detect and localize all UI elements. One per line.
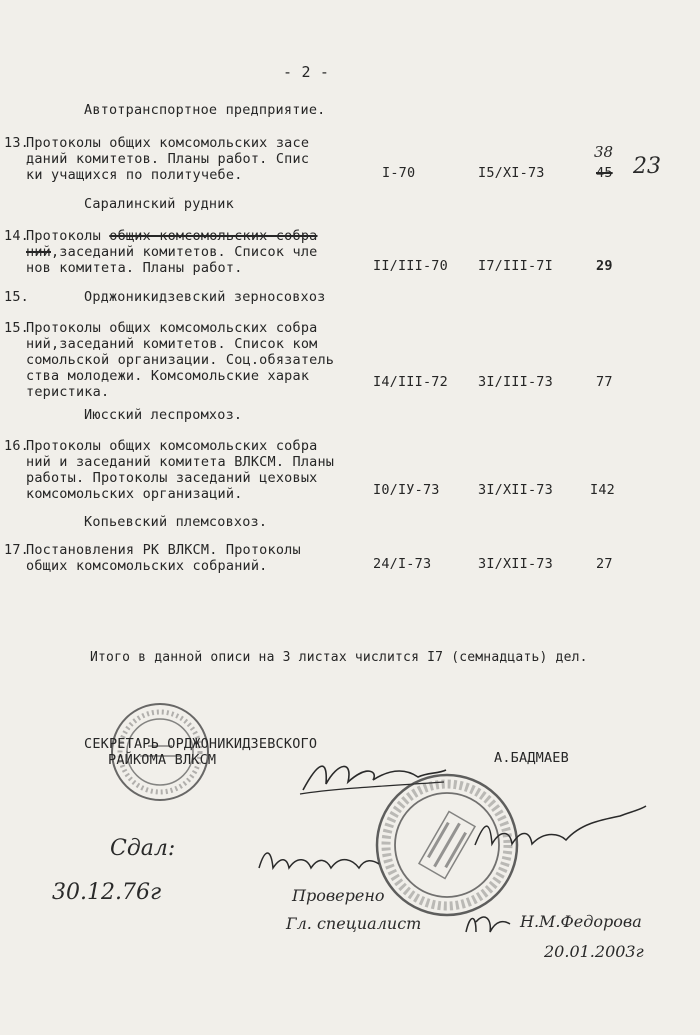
handwritten-date-2: 20.01.2003г — [544, 942, 644, 961]
sheet-count: 77 — [596, 374, 613, 390]
item-text: общих комсомольских собраний. — [26, 558, 268, 574]
sheet-count: I42 — [590, 482, 615, 498]
item-text: работы. Протоколы заседаний цеховых — [26, 470, 318, 486]
section-heading: Июсский леспромхоз. — [84, 407, 243, 423]
item-number: 13. — [4, 135, 29, 151]
item-text-part: Протоколы — [26, 228, 110, 244]
handwritten-signature-lashkova — [255, 838, 385, 878]
item-text: Протоколы общих комсомольских собра — [26, 320, 318, 336]
item-text: даний комитетов. Планы работ. Спис — [26, 151, 310, 167]
item-text: сомольской организации. Соц.обязатель — [26, 352, 335, 368]
section-heading: Саралинский рудник — [84, 196, 234, 212]
end-date: 3I/XII-73 — [478, 556, 553, 572]
item-text: ний,заседаний комитетов. Список ком — [26, 336, 318, 352]
section-heading: Копьевский племсовхоз. — [84, 514, 268, 530]
item-text: Постановления РК ВЛКСМ. Протоколы — [26, 542, 301, 558]
total-line: Итого в данной описи на 3 листах числится I7 (семнадцать) дел. — [90, 650, 588, 665]
item-number: 17. — [4, 542, 29, 558]
handwritten-initials — [462, 908, 514, 938]
sheet-count-correction: 38 — [594, 143, 614, 161]
signature-scribble-right — [470, 800, 650, 860]
end-date: 3I/XII-73 — [478, 482, 553, 498]
section-heading: Автотранспортное предприятие. — [84, 102, 326, 118]
signature-title: РАЙКОМА ВЛКСМ — [108, 752, 217, 768]
signature-title: СЕКРЕТАРЬ ОРДЖОНИКИДЗЕВСКОГО — [84, 736, 318, 752]
handwritten-role: Гл. специалист — [286, 914, 422, 933]
item-number: 16. — [4, 438, 29, 454]
end-date: I5/XI-73 — [478, 165, 545, 181]
item-text: ки учащихся по политучебе. — [26, 167, 243, 183]
start-date: 24/I-73 — [373, 556, 432, 572]
start-date: I4/III-72 — [373, 374, 448, 390]
sheet-count: 27 — [596, 556, 613, 572]
sheet-count: 29 — [596, 258, 613, 274]
start-date: II/III-70 — [373, 258, 448, 274]
start-date: I0/IУ-73 — [373, 482, 440, 498]
handwritten-date-1: 30.12.76г — [52, 880, 162, 905]
start-date: I-70 — [382, 165, 416, 181]
item-text-part: ,заседаний комитетов. Список чле — [50, 244, 318, 260]
item-number: 15. — [4, 320, 29, 336]
sheet-count: 45 — [596, 165, 613, 181]
handwritten-sdal: Сдал: — [110, 836, 176, 861]
end-date: 3I/III-73 — [478, 374, 553, 390]
item-text — [26, 244, 317, 260]
handwritten-name: Н.М.Федорова — [520, 912, 642, 931]
section-heading: Орджоникидзевский зерносовхоз — [84, 289, 326, 305]
item-text: комсомольских организаций. — [26, 486, 243, 502]
margin-note: 23 — [633, 154, 661, 179]
struck-text: общих комсомольских собра — [109, 228, 318, 244]
item-text: нов комитета. Планы работ. — [26, 260, 243, 276]
handwritten-checked: Проверено — [292, 886, 385, 905]
end-date: I7/III-7I — [478, 258, 553, 274]
struck-text: ний — [26, 244, 51, 260]
item-text: ства молодежи. Комсомольские харак — [26, 368, 310, 384]
item-number: 15. — [4, 289, 29, 305]
item-text: Протоколы общих комсомольских собра — [26, 438, 318, 454]
page-number: - 2 - — [283, 63, 330, 81]
item-number: 14. — [4, 228, 29, 244]
signatory-name: А.БАДМАЕВ — [494, 750, 569, 766]
item-text: теристика. — [26, 384, 110, 400]
item-text: Протоколы общих комсомольских засе — [26, 135, 310, 151]
item-text: ний и заседаний комитета ВЛКСМ. Планы — [26, 454, 335, 470]
item-text — [26, 228, 317, 244]
